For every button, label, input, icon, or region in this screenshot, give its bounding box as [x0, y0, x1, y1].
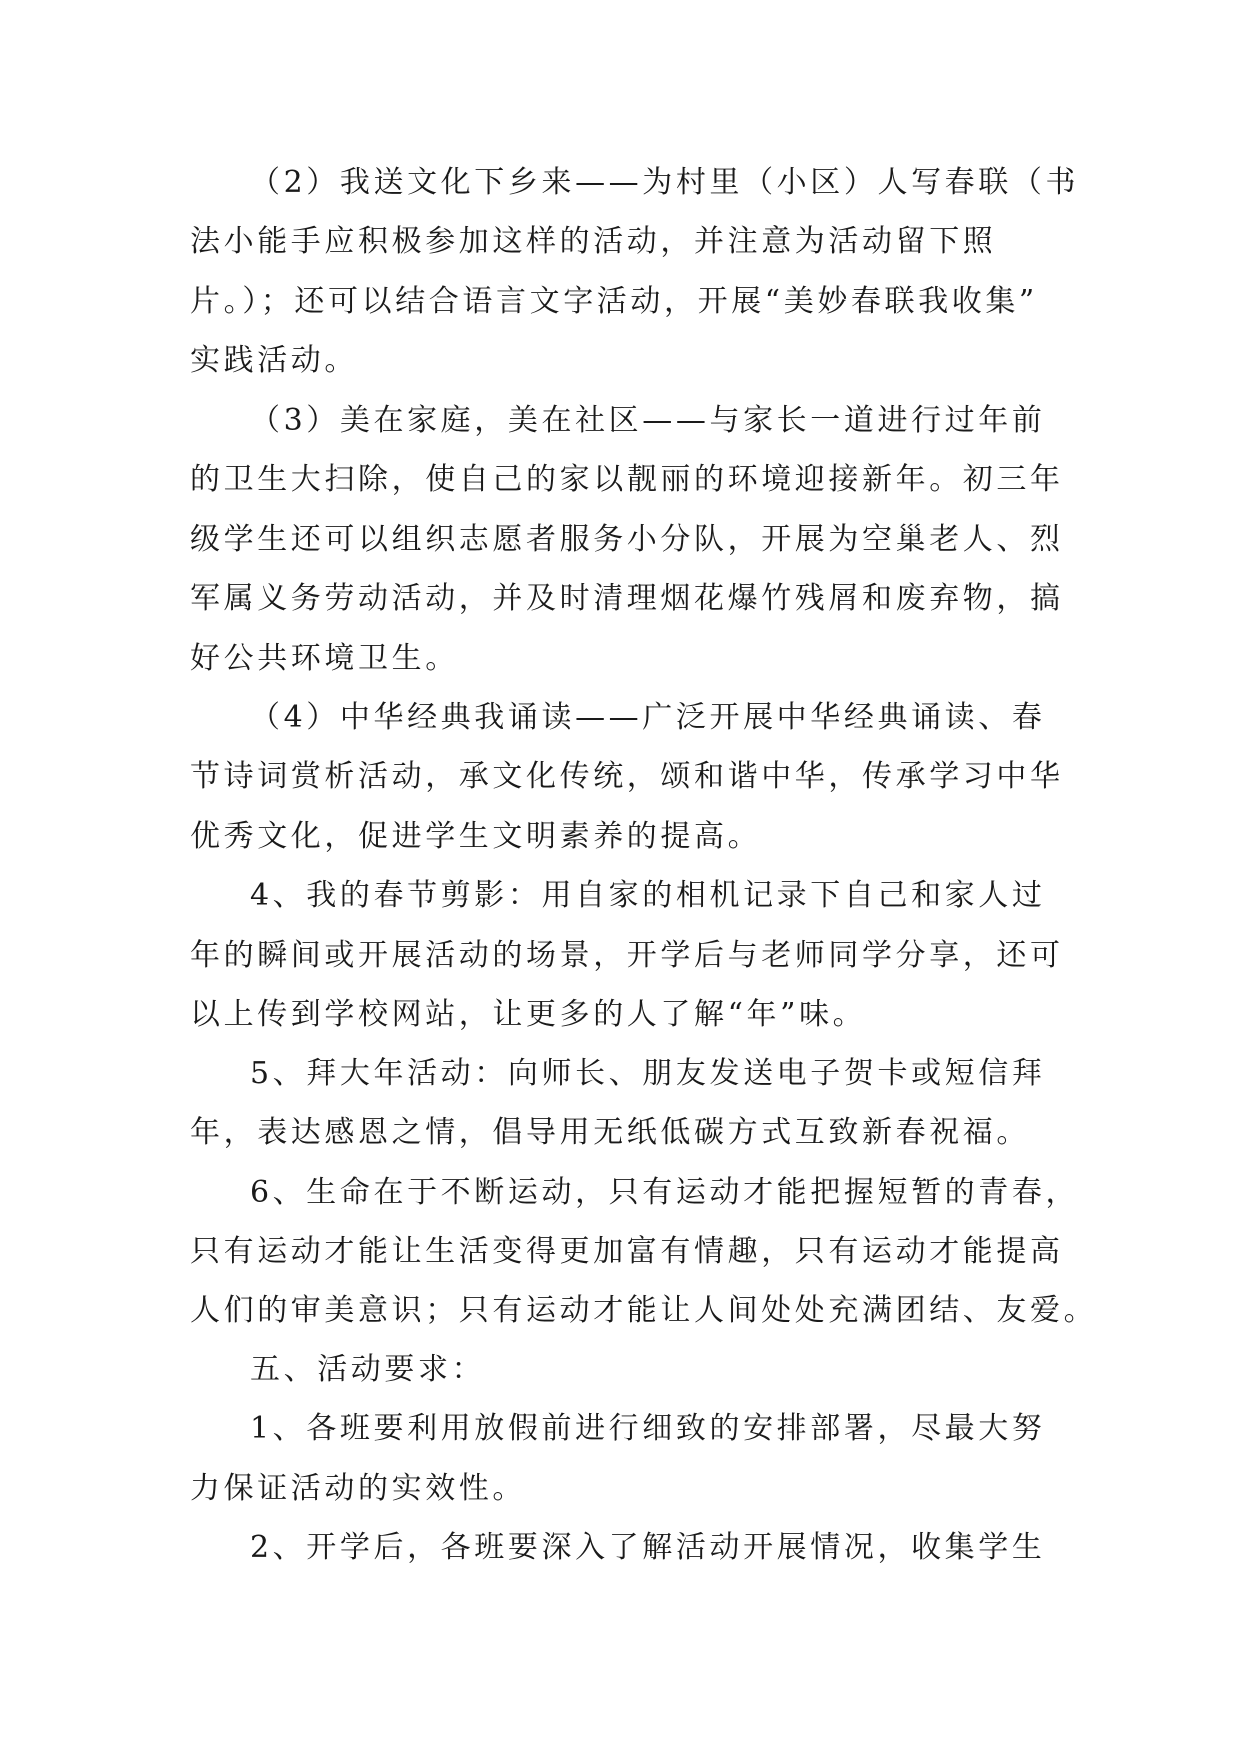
- paragraph-line: 实践活动。: [190, 343, 358, 378]
- paragraph-line: 优秀文化，促进学生文明素养的提高。: [190, 819, 762, 854]
- paragraph-line: 年的瞬间或开展活动的场景，开学后与老师同学分享，还可: [190, 938, 1064, 973]
- paragraph-line: 级学生还可以组织志愿者服务小分队，开展为空巢老人、烈: [190, 522, 1064, 557]
- paragraph-line: 2、开学后，各班要深入了解活动开展情况，收集学生: [250, 1530, 1046, 1565]
- paragraph-line: 法小能手应积极参加这样的活动，并注意为活动留下照: [190, 224, 997, 259]
- paragraph-line: （2）我送文化下乡来——为村里（小区）人写春联（书: [250, 165, 1080, 200]
- paragraph-line: 6、生命在于不断运动，只有运动才能把握短暂的青春，: [250, 1175, 1080, 1210]
- paragraph-line: 只有运动才能让生活变得更加富有情趣，只有运动才能提高: [190, 1234, 1064, 1269]
- section-heading: 五、活动要求：: [250, 1352, 486, 1387]
- paragraph-line: 军属义务劳动活动，并及时清理烟花爆竹残屑和废弃物，搞: [190, 581, 1064, 616]
- paragraph-line: 年，表达感恩之情，倡导用无纸低碳方式互致新春祝福。: [190, 1115, 1030, 1150]
- paragraph-line: 的卫生大扫除，使自己的家以靓丽的环境迎接新年。初三年: [190, 462, 1064, 497]
- paragraph-line: 1、各班要利用放假前进行细致的安排部署，尽最大努: [250, 1411, 1046, 1446]
- paragraph-line: 节诗词赏析活动，承文化传统，颂和谐中华，传承学习中华: [190, 759, 1064, 794]
- paragraph-line: 好公共环境卫生。: [190, 641, 459, 676]
- paragraph-line: 4、我的春节剪影：用自家的相机记录下自己和家人过: [250, 878, 1046, 913]
- paragraph-line: （3）美在家庭，美在社区——与家长一道进行过年前: [250, 403, 1046, 438]
- paragraph-line: 5、拜大年活动：向师长、朋友发送电子贺卡或短信拜: [250, 1056, 1046, 1091]
- paragraph-line: 力保证活动的实效性。: [190, 1471, 526, 1506]
- paragraph-line: （4）中华经典我诵读——广泛开展中华经典诵读、春: [250, 700, 1046, 735]
- paragraph-line: 人们的审美意识；只有运动才能让人间处处充满团结、友爱。: [190, 1293, 1098, 1328]
- paragraph-line: 以上传到学校网站，让更多的人了解“年”味。: [190, 997, 867, 1032]
- paragraph-line: 片。）；还可以结合语言文字活动，开展“美妙春联我收集”: [190, 284, 1038, 319]
